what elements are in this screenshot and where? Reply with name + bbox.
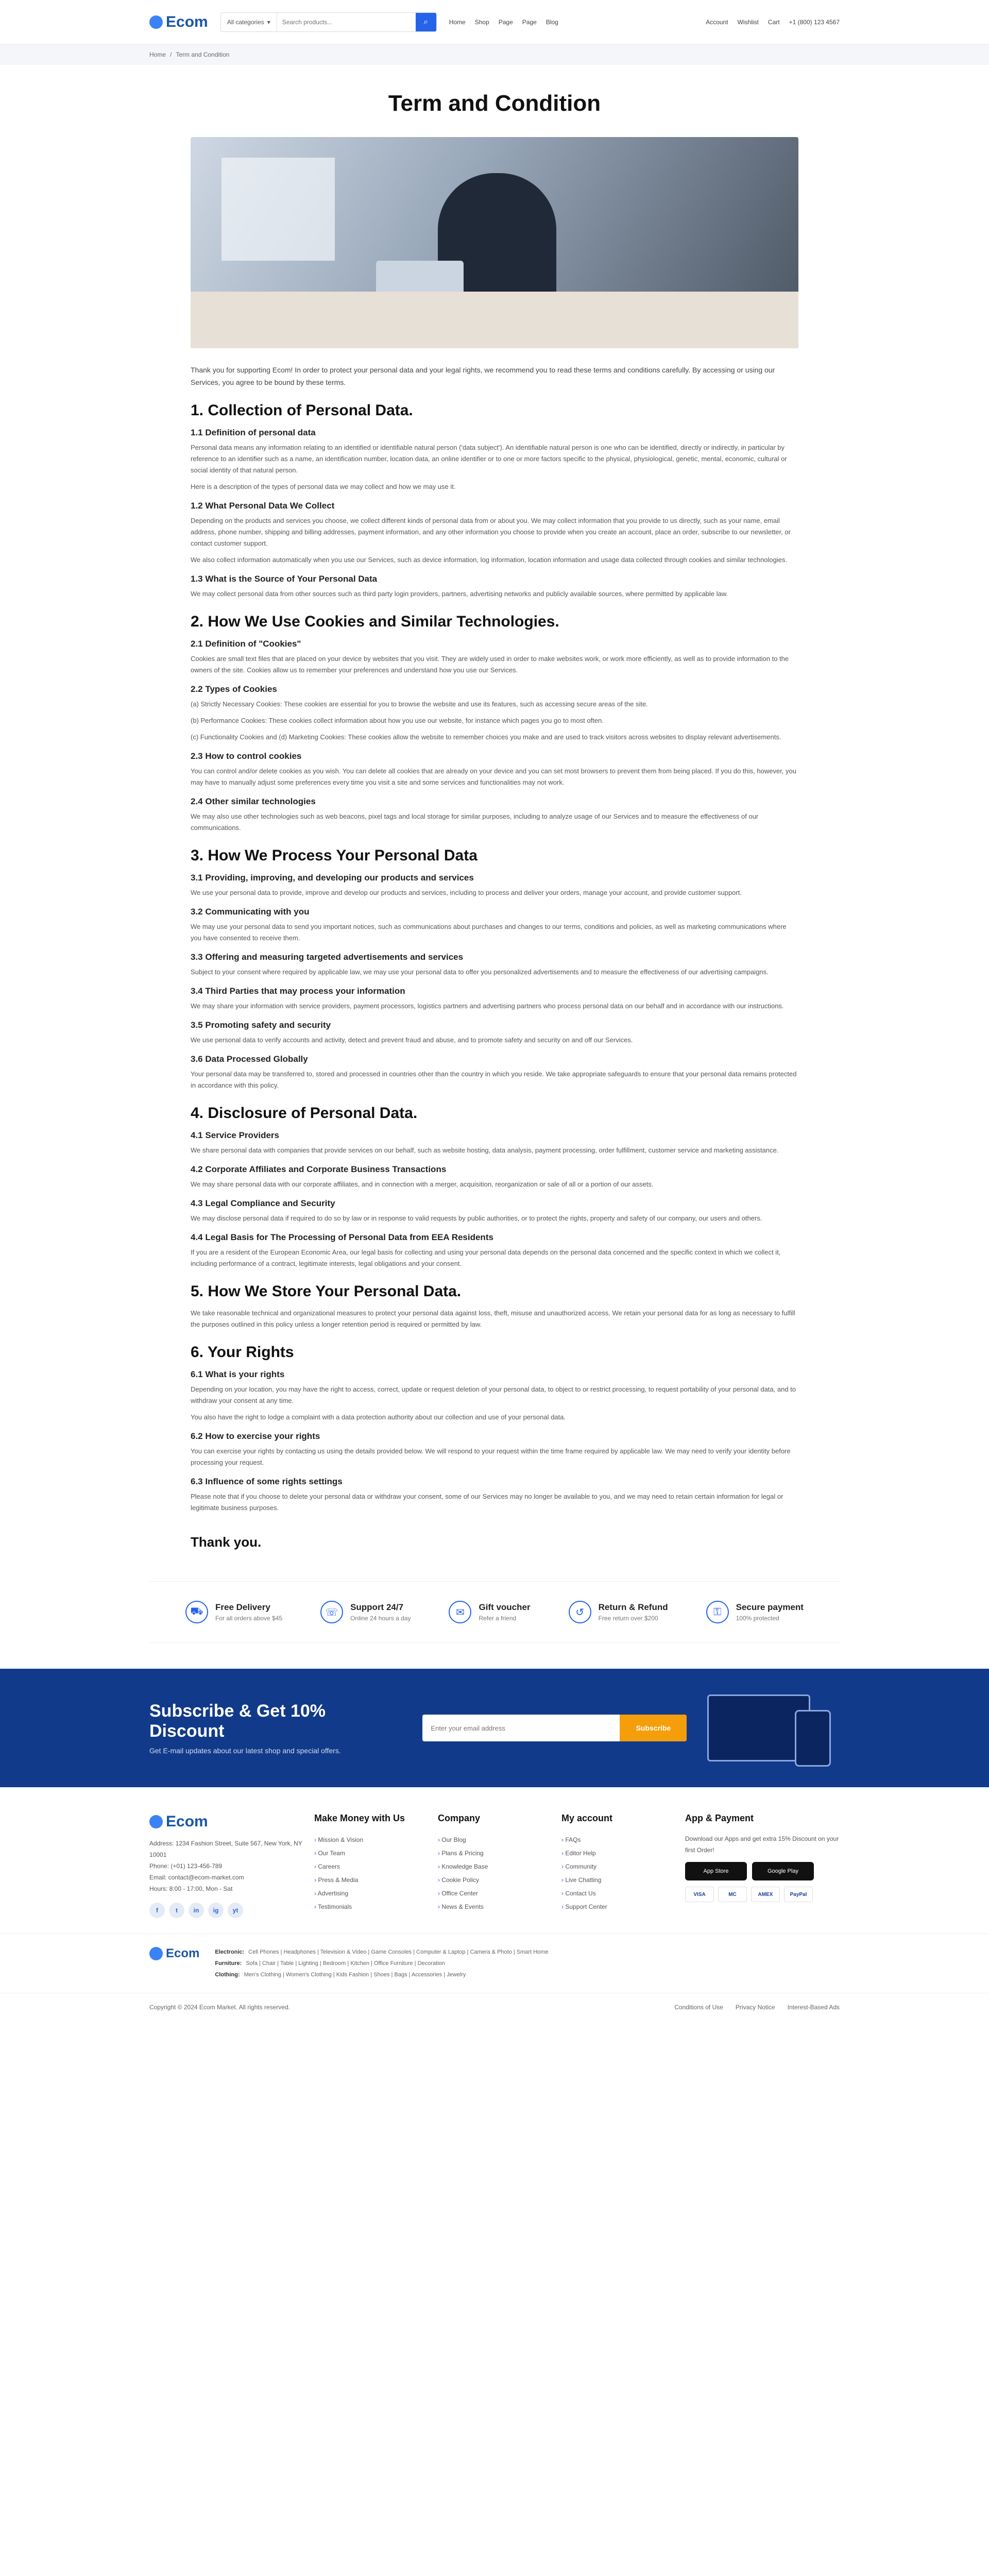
paragraph: We take reasonable technical and organizational measures to protect your personal data against loss, theft, misuse and unauthorized access. We retain your personal data for as long as necessary to fulfill the purposes outlined in this policy unless a longer retention period is required or permitted by law. bbox=[191, 1309, 795, 1328]
footer-email[interactable]: Email: contact@ecom-market.com bbox=[149, 1874, 244, 1881]
paragraph: Depending on the products and services you choose, we collect different kinds of personal data from or about you. We may collect information that you provide to us directly, such as your name, email address, phone number, shipping and billing addresses, payment information, and any other information you choose to provide when you create an account, place an order, subscribe to our newsletter, or contact customer support. bbox=[191, 517, 791, 547]
footer-link[interactable]: › Knowledge Base bbox=[438, 1860, 551, 1873]
subsection-title: 2.2 Types of Cookies bbox=[191, 684, 277, 694]
directory-row bbox=[215, 1969, 548, 1980]
hero-window-shape bbox=[221, 158, 335, 261]
footer-column-title: Make Money with Us bbox=[314, 1813, 405, 1823]
section-title: 1. Collection of Personal Data. bbox=[191, 402, 413, 419]
site-header bbox=[0, 0, 989, 44]
subsection-title: 3.5 Promoting safety and security bbox=[191, 1020, 331, 1030]
main-content bbox=[191, 65, 798, 1581]
newsletter-title: Subscribe & Get 10% Discount bbox=[149, 1701, 326, 1741]
search-icon: ⌕ bbox=[423, 17, 429, 26]
privacy-link[interactable]: Privacy Notice bbox=[735, 2004, 775, 2011]
intro-text: Thank you for supporting Ecom! In order to protect your personal data and your legal rights, we recommend you to read these terms and conditions carefully. By accessing or using our Services, you agree to be bound by these terms. bbox=[191, 366, 775, 386]
footer-link[interactable]: › Editor Help bbox=[561, 1846, 675, 1860]
paragraph: Cookies are small text files that are placed on your device by websites that you visit. They are widely used in order to make websites work, or work more efficiently, as well as to provide information to the owners of the site. Cookies allow us to remember your preferences and understand how you use our Services. bbox=[191, 655, 789, 674]
subsection-title: 3.4 Third Parties that may process your information bbox=[191, 986, 405, 996]
feature-title: Gift voucher bbox=[479, 1602, 531, 1612]
nav-item-page[interactable]: Page bbox=[498, 18, 513, 26]
page-title: Term and Condition bbox=[388, 91, 601, 116]
directory-logo[interactable] bbox=[149, 1946, 199, 1961]
footer-column-title: My account bbox=[561, 1813, 613, 1823]
directory-links[interactable]: Sofa | Chair | Table | Lighting | Bedroom | Kitchen | Office Furniture | Decoration bbox=[246, 1960, 445, 1967]
footer-link[interactable]: › Our Blog bbox=[438, 1833, 551, 1846]
paragraph: You can exercise your rights by contacting us using the details provided below. We will respond to your request within the time frame required by applicable law. We may need to verify your identity before processing your request. bbox=[191, 1447, 791, 1466]
nav-item-home[interactable]: Home bbox=[449, 18, 466, 26]
feature-text bbox=[350, 1602, 411, 1622]
logo-icon bbox=[149, 1947, 163, 1960]
footer-link[interactable]: › Support Center bbox=[561, 1900, 675, 1913]
directory-label: Electronic: bbox=[215, 1949, 245, 1955]
paragraph: (b) Performance Cookies: These cookies collect information about how you use our website, for instance which pages you go to most often. bbox=[191, 717, 604, 724]
phone-shape bbox=[795, 1710, 831, 1767]
directory-label: Clothing: bbox=[215, 1972, 240, 1978]
subscribe-button[interactable]: Subscribe bbox=[620, 1715, 687, 1741]
visa-icon: VISA bbox=[685, 1887, 714, 1902]
newsletter-subtitle: Get E-mail updates about our latest shop and special offers. bbox=[149, 1747, 341, 1755]
site-logo[interactable] bbox=[149, 13, 208, 31]
directory-links[interactable]: Men's Clothing | Women's Clothing | Kids Fashion | Shoes | Bags | Accessories | Jewelry bbox=[244, 1972, 466, 1978]
app-promo-text: Download our Apps and get extra 15% Discount on your first Order! bbox=[685, 1835, 839, 1854]
main-nav bbox=[449, 19, 558, 26]
feature-subtitle: Online 24 hours a day bbox=[350, 1615, 411, 1622]
paragraph: You also have the right to lodge a complaint with a data protection authority about our collection and use of your personal data. bbox=[191, 1413, 566, 1421]
paypal-icon: PayPal bbox=[784, 1887, 813, 1902]
youtube-icon[interactable]: yt bbox=[228, 1903, 243, 1918]
newsletter-form bbox=[422, 1715, 687, 1741]
facebook-icon[interactable]: f bbox=[149, 1903, 165, 1918]
cart-link[interactable]: Cart bbox=[768, 18, 780, 26]
feature-title: Support 24/7 bbox=[350, 1602, 404, 1612]
newsletter-text bbox=[149, 1701, 402, 1755]
footer-link[interactable]: › Plans & Pricing bbox=[438, 1846, 551, 1860]
feature-item bbox=[320, 1601, 411, 1623]
category-select[interactable] bbox=[221, 13, 277, 31]
section-title: 2. How We Use Cookies and Similar Technologies. bbox=[191, 613, 559, 630]
subsection-title: 4.3 Legal Compliance and Security bbox=[191, 1198, 335, 1208]
devices-illustration bbox=[707, 1684, 840, 1772]
feature-text bbox=[599, 1602, 668, 1622]
brand-name: Ecom bbox=[166, 13, 208, 30]
paragraph: We may disclose personal data if required to do so by law or in response to valid requests by public authorities, or to protect the rights, property and safety of our company, our users and others. bbox=[191, 1214, 762, 1222]
footer-column-company bbox=[438, 1813, 551, 1918]
paragraph: We may share your information with service providers, payment processors, logistics partners and advertising partners who process personal data on our behalf and in accordance with our instructions. bbox=[191, 1002, 784, 1010]
paragraph: Personal data means any information relating to an identified or identifiable natural person ('data subject'). An identifiable natural person is one who can be identified, directly or indirectly, in particular by reference to an identifier such as a name, an identification number, location data, an online identifier or to one or more factors specific to the physical, physiological, genetic, mental, economic, cultural or social identity of that natural person. bbox=[191, 444, 787, 474]
google-play-button[interactable]: Google Play bbox=[752, 1862, 814, 1880]
section-title: 3. How We Process Your Personal Data bbox=[191, 847, 478, 864]
paragraph: (a) Strictly Necessary Cookies: These cookies are essential for you to browse the website and use its features, such as accessing secure areas of the site. bbox=[191, 700, 648, 708]
nav-item-shop[interactable]: Shop bbox=[474, 18, 489, 26]
mastercard-icon: MC bbox=[718, 1887, 747, 1902]
directory-row bbox=[215, 1946, 548, 1958]
copyright-bar bbox=[0, 1993, 989, 2021]
newsletter-email-input[interactable] bbox=[422, 1715, 620, 1741]
paragraph: We use personal data to verify accounts and activity, detect and prevent fraud and abuse, and to promote safety and security on and off our Services. bbox=[191, 1036, 633, 1044]
footer-app-payment bbox=[685, 1813, 850, 1918]
directory-links[interactable]: Cell Phones | Headphones | Television & Video | Game Consoles | Computer & Laptop | Camera & Photo | Smart Home bbox=[248, 1949, 549, 1955]
feature-text bbox=[479, 1602, 530, 1622]
subsection-title: 2.3 How to control cookies bbox=[191, 751, 302, 761]
account-link[interactable]: Account bbox=[706, 18, 728, 26]
subsection-title: 3.2 Communicating with you bbox=[191, 907, 310, 917]
payment-methods bbox=[685, 1887, 850, 1902]
headset-icon: ☏ bbox=[320, 1601, 343, 1623]
footer-logo[interactable] bbox=[149, 1813, 304, 1831]
lock-icon: ⚿ bbox=[706, 1601, 729, 1623]
footer-link[interactable]: › Careers bbox=[314, 1860, 428, 1873]
header-actions bbox=[706, 19, 840, 26]
paragraph: We also collect information automatically when you use our Services, such as device information, log information, location information and usage data collected through cookies and similar technologies. bbox=[191, 556, 788, 564]
subsection-title: 4.1 Service Providers bbox=[191, 1130, 280, 1140]
footer-link-list bbox=[561, 1833, 675, 1913]
footer-contact bbox=[149, 1813, 304, 1918]
section-title: 4. Disclosure of Personal Data. bbox=[191, 1105, 418, 1122]
feature-subtitle: Free return over $200 bbox=[598, 1615, 658, 1622]
app-payment-title: App & Payment bbox=[685, 1813, 754, 1823]
breadcrumb-home[interactable]: Home bbox=[149, 51, 166, 58]
subsection-title: 1.2 What Personal Data We Collect bbox=[191, 501, 335, 511]
paragraph: (c) Functionality Cookies and (d) Marketing Cookies: These cookies allow the website to remember choices you make and are used to track visitors across websites to display relevant advertisements. bbox=[191, 733, 781, 741]
feature-text bbox=[215, 1602, 282, 1622]
footer-link[interactable]: › Office Center bbox=[438, 1887, 551, 1900]
paragraph: If you are a resident of the European Economic Area, our legal basis for collecting and using your personal data depends on the personal data concerned and the specific context in which we collect it, including performance of a contract, legitimate interests, legal obligations and your consent. bbox=[191, 1248, 781, 1267]
wishlist-link[interactable]: Wishlist bbox=[737, 18, 759, 26]
thank-you-text: Thank you. bbox=[191, 1534, 262, 1550]
app-store-links bbox=[685, 1862, 850, 1880]
gift-icon: ✉ bbox=[449, 1601, 471, 1623]
subsection-title: 4.2 Corporate Affiliates and Corporate Business Transactions bbox=[191, 1164, 447, 1174]
subsection-title: 1.3 What is the Source of Your Personal Data bbox=[191, 574, 378, 584]
directory-lines bbox=[215, 1946, 548, 1980]
footer-link[interactable]: › Advertising bbox=[314, 1887, 428, 1900]
feature-item bbox=[185, 1601, 282, 1623]
subsection-title: 6.3 Influence of some rights settings bbox=[191, 1477, 343, 1486]
footer-link[interactable]: › Testimonials bbox=[314, 1900, 428, 1913]
directory-brand-name: Ecom bbox=[166, 1946, 200, 1960]
footer-column-title: Company bbox=[438, 1813, 481, 1823]
subsection-title: 1.1 Definition of personal data bbox=[191, 428, 316, 437]
category-directory bbox=[0, 1934, 989, 1993]
feature-title: Secure payment bbox=[736, 1602, 804, 1612]
footer-address: Address: 1234 Fashion Street, Suite 567, New York, NY 10001 bbox=[149, 1840, 302, 1858]
copyright-text: Copyright © 2024 Ecom Market. All rights reserved. bbox=[149, 2004, 290, 2011]
paragraph: You can control and/or delete cookies as you wish. You can delete all cookies that are already on your device and you can set most browsers to prevent them from being placed. If you do this, however, you may have to manually adjust some preferences every time you visit a site and some services and functionalities may not work. bbox=[191, 767, 796, 786]
footer-link[interactable]: › Our Team bbox=[314, 1846, 428, 1860]
hero-image bbox=[191, 137, 798, 348]
logo-icon bbox=[149, 15, 163, 29]
directory-row bbox=[215, 1958, 548, 1969]
search-bar bbox=[220, 12, 437, 32]
subsection-title: 2.4 Other similar technologies bbox=[191, 796, 316, 806]
paragraph: We may collect personal data from other sources such as third party login providers, partners, advertising networks and publicly available sources, where permitted by applicable law. bbox=[191, 590, 728, 598]
footer-link[interactable]: › Live Chatting bbox=[561, 1873, 675, 1887]
footer-brand-name: Ecom bbox=[166, 1813, 208, 1830]
instagram-icon[interactable]: ig bbox=[208, 1903, 224, 1918]
paragraph: We may use your personal data to send you important notices, such as communications about purchases and changes to our terms, conditions and policies, as well as marketing communications where you have consented to receive them. bbox=[191, 923, 787, 942]
linkedin-icon[interactable]: in bbox=[189, 1903, 204, 1918]
ads-link[interactable]: Interest-Based Ads bbox=[787, 2004, 840, 2011]
footer-link-list bbox=[314, 1833, 428, 1913]
footer-link-list bbox=[438, 1833, 551, 1913]
conditions-link[interactable]: Conditions of Use bbox=[674, 2004, 723, 2011]
subsection-title: 6.1 What is your rights bbox=[191, 1369, 285, 1379]
feature-item bbox=[569, 1601, 668, 1623]
logo-icon bbox=[149, 1815, 163, 1828]
subsection-title: 2.1 Definition of "Cookies" bbox=[191, 639, 301, 649]
footer-column-account bbox=[561, 1813, 675, 1918]
footer-column-money bbox=[314, 1813, 428, 1918]
phone-number: +1 (800) 123 4567 bbox=[789, 18, 840, 26]
footer-link[interactable]: › Community bbox=[561, 1860, 675, 1873]
subsection-title: 3.6 Data Processed Globally bbox=[191, 1054, 308, 1064]
social-links bbox=[149, 1903, 304, 1918]
footer-link[interactable]: › Press & Media bbox=[314, 1873, 428, 1887]
twitter-icon[interactable]: t bbox=[169, 1903, 184, 1918]
subsection-title: 4.4 Legal Basis for The Processing of Personal Data from EEA Residents bbox=[191, 1232, 493, 1242]
feature-subtitle: Refer a friend bbox=[479, 1615, 517, 1622]
paragraph: Subject to your consent where required by applicable law, we may use your personal data to offer you personalized advertisements and to measure the effectiveness of our advertising campaigns. bbox=[191, 968, 769, 976]
truck-icon: ⛟ bbox=[185, 1601, 208, 1623]
footer-link[interactable]: › Mission & Vision bbox=[314, 1833, 428, 1846]
paragraph: Here is a description of the types of personal data we may collect and how we may use it. bbox=[191, 483, 456, 490]
terms-sections bbox=[191, 402, 798, 1514]
feature-item bbox=[706, 1601, 804, 1623]
feature-subtitle: 100% protected bbox=[736, 1615, 779, 1622]
paragraph: Please note that if you choose to delete your personal data or withdraw your consent, some of our Services may no longer be available to you, and we may need to retain certain information for legal or legitimate business purposes. bbox=[191, 1493, 783, 1512]
paragraph: We may also use other technologies such as web beacons, pixel tags and local storage for similar purposes, including to analyze usage of our Services and to measure the effectiveness of our communications. bbox=[191, 812, 759, 832]
footer-link[interactable]: › Cookie Policy bbox=[438, 1873, 551, 1887]
nav-item-blog[interactable]: Blog bbox=[545, 18, 558, 26]
category-select-value: All categories bbox=[227, 18, 264, 26]
breadcrumb bbox=[0, 44, 989, 65]
paragraph: We may share personal data with our corporate affiliates, and in connection with a merger, acquisition, reorganization or sale of all or a portion of our assets. bbox=[191, 1180, 654, 1188]
paragraph: We use your personal data to provide, improve and develop our products and services, including to process and deliver your orders, manage your account, and provide customer support. bbox=[191, 889, 742, 896]
newsletter-banner bbox=[0, 1669, 989, 1787]
breadcrumb-separator: / bbox=[170, 51, 172, 58]
feature-subtitle: For all orders above $45 bbox=[215, 1615, 283, 1622]
hero-desk-shape bbox=[191, 292, 798, 348]
subsection-title: 6.2 How to exercise your rights bbox=[191, 1431, 320, 1441]
amex-icon: AMEX bbox=[751, 1887, 780, 1902]
features-bar bbox=[149, 1581, 840, 1643]
footer-hours: Hours: 8:00 - 17:00, Mon - Sat bbox=[149, 1885, 233, 1892]
section-title: 5. How We Store Your Personal Data. bbox=[191, 1283, 462, 1300]
return-icon: ↺ bbox=[569, 1601, 591, 1623]
paragraph: Your personal data may be transferred to, stored and processed in countries other than the country in which you reside. We take appropriate safeguards to ensure that your personal data remains protected in accordance with this policy. bbox=[191, 1070, 797, 1089]
footer-link[interactable]: › FAQs bbox=[561, 1833, 675, 1846]
subsection-title: 3.1 Providing, improving, and developing our products and services bbox=[191, 873, 474, 883]
feature-item bbox=[449, 1601, 530, 1623]
search-button[interactable] bbox=[416, 13, 436, 31]
nav-item-page-2[interactable]: Page bbox=[522, 18, 537, 26]
section-title: 6. Your Rights bbox=[191, 1344, 294, 1361]
feature-title: Return & Refund bbox=[598, 1602, 668, 1612]
footer-link[interactable]: › News & Events bbox=[438, 1900, 551, 1913]
footer-link[interactable]: › Contact Us bbox=[561, 1887, 675, 1900]
directory-label: Furniture: bbox=[215, 1960, 242, 1967]
feature-text bbox=[736, 1602, 804, 1622]
app-store-button[interactable]: App Store bbox=[685, 1862, 747, 1880]
breadcrumb-current: Term and Condition bbox=[176, 51, 230, 58]
paragraph: Depending on your location, you may have the right to access, correct, update or request deletion of your personal data, to object to or restrict processing, to request portability of your personal data, and to withdraw your consent at any time. bbox=[191, 1385, 796, 1404]
feature-title: Free Delivery bbox=[215, 1602, 270, 1612]
subsection-title: 3.3 Offering and measuring targeted advertisements and services bbox=[191, 952, 464, 962]
legal-links bbox=[674, 2004, 840, 2011]
footer-phone: Phone: (+01) 123-456-789 bbox=[149, 1862, 223, 1870]
site-footer bbox=[0, 1787, 989, 1934]
paragraph: We share personal data with companies that provide services on our behalf, such as website hosting, data analysis, payment processing, order fulfillment, customer service and marketing assistance. bbox=[191, 1146, 779, 1154]
search-input[interactable] bbox=[277, 19, 416, 26]
chevron-down-icon: ▾ bbox=[267, 18, 270, 26]
